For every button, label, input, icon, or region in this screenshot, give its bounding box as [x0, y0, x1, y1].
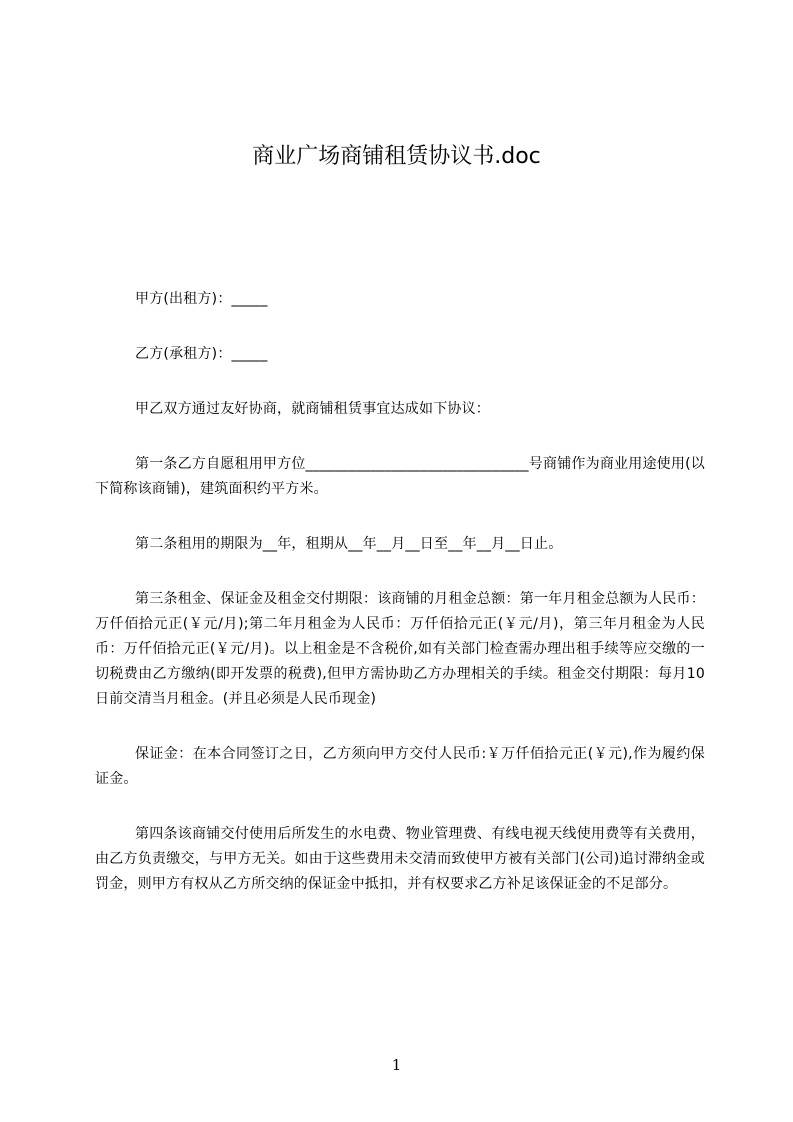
- article-2: 第二条租用的期限为__年，租期从__年__月__日至__年__月__日止。: [135, 536, 563, 552]
- article-3: 第三条租金、保证金及租金交付期限：该商铺的月租金总额：第一年月租金总额为人民币：万仟佰拾元正(￥元/月);第二年月租金为人民币：万仟佰拾元正(￥元/月)，第三年月租金为人民币：万仟佰拾元正(￥元/月)。以上租金是不含税价,如有关部门检查需办理出租手续等应交缴的一切税费由乙方缴纳(即开发票的税费),但甲方需协助乙方办理相关的手续。租金交付期限：每月10日前交清当月租金。(并且必须是人民币现金): [95, 591, 705, 707]
- article-4: 第四条该商铺交付使用后所发生的水电费、物业管理费、有线电视天线使用费等有关费用，由乙方负责缴交，与甲方无关。如由于这些费用未交清而致使甲方被有关部门(公司)追讨滞纳金或罚金，则甲方有权从乙方所交纳的保证金中抵扣，并有权要求乙方补足该保证金的不足部分。: [95, 826, 705, 892]
- page-number: 1: [391, 1056, 402, 1074]
- party-a-line: 甲方(出租方)：_____: [135, 291, 268, 307]
- party-b-line: 乙方(承租方)：_____: [135, 346, 268, 362]
- deposit-clause: 保证金：在本合同签订之日，乙方须向甲方交付人民币:￥万仟佰拾元正(￥元),作为履约保证金。: [95, 746, 705, 787]
- agreement-intro: 甲乙双方通过友好协商，就商铺租赁事宜达成如下协议：: [135, 401, 490, 417]
- document-body: [95, 287, 705, 897]
- article-1: 第一条乙方自愿租用甲方位_______________________________号商铺作为商业用途使用(以下简称该商铺)，建筑面积约平方米。: [95, 456, 705, 497]
- document-title: 商业广场商铺租赁协议书.doc: [252, 144, 541, 169]
